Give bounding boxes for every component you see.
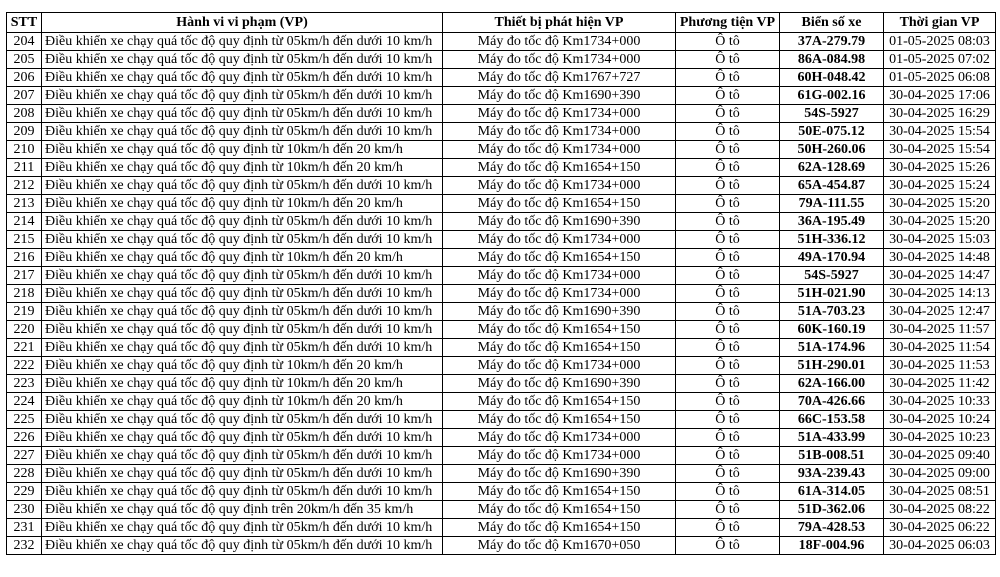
cell-device: Máy đo tốc độ Km1734+000: [443, 51, 676, 69]
cell-vehicle: Ô tô: [676, 249, 780, 267]
header-vehicle: Phương tiện VP: [676, 13, 780, 33]
cell-vehicle: Ô tô: [676, 267, 780, 285]
table-row: [7, 213, 996, 231]
cell-plate: 86A-084.98: [780, 51, 884, 69]
table-row: [7, 141, 996, 159]
cell-device: Máy đo tốc độ Km1734+000: [443, 105, 676, 123]
cell-time: 30-04-2025 06:03: [884, 537, 996, 555]
cell-stt: 216: [7, 249, 42, 267]
cell-stt: 212: [7, 177, 42, 195]
cell-plate: 54S-5927: [780, 267, 884, 285]
cell-time: 30-04-2025 11:53: [884, 357, 996, 375]
table-header-row: [7, 13, 996, 33]
cell-violation: Điều khiển xe chạy quá tốc độ quy định từ 05km/h đến dưới 10 km/h: [42, 213, 443, 231]
cell-vehicle: Ô tô: [676, 447, 780, 465]
cell-stt: 232: [7, 537, 42, 555]
cell-plate: 50E-075.12: [780, 123, 884, 141]
cell-plate: 51A-433.99: [780, 429, 884, 447]
cell-time: 30-04-2025 15:54: [884, 141, 996, 159]
cell-time: 30-04-2025 14:48: [884, 249, 996, 267]
cell-vehicle: Ô tô: [676, 123, 780, 141]
cell-plate: 62A-128.69: [780, 159, 884, 177]
cell-plate: 51H-290.01: [780, 357, 884, 375]
header-plate: Biển số xe: [780, 13, 884, 33]
table-row: [7, 33, 996, 51]
cell-time: 30-04-2025 15:54: [884, 123, 996, 141]
header-violation: Hành vi vi phạm (VP): [42, 13, 443, 33]
violation-table: [6, 12, 996, 555]
table-row: [7, 339, 996, 357]
cell-device: Máy đo tốc độ Km1734+000: [443, 177, 676, 195]
table-row: [7, 123, 996, 141]
cell-violation: Điều khiển xe chạy quá tốc độ quy định từ 10km/h đến 20 km/h: [42, 393, 443, 411]
cell-violation: Điều khiển xe chạy quá tốc độ quy định từ 05km/h đến dưới 10 km/h: [42, 447, 443, 465]
cell-violation: Điều khiển xe chạy quá tốc độ quy định từ 05km/h đến dưới 10 km/h: [42, 105, 443, 123]
cell-time: 30-04-2025 14:47: [884, 267, 996, 285]
cell-device: Máy đo tốc độ Km1654+150: [443, 411, 676, 429]
table-row: [7, 501, 996, 519]
table-row: [7, 87, 996, 105]
table-row: [7, 357, 996, 375]
cell-device: Máy đo tốc độ Km1690+390: [443, 303, 676, 321]
cell-plate: 51A-174.96: [780, 339, 884, 357]
cell-vehicle: Ô tô: [676, 195, 780, 213]
cell-stt: 228: [7, 465, 42, 483]
cell-plate: 51A-703.23: [780, 303, 884, 321]
cell-stt: 223: [7, 375, 42, 393]
cell-vehicle: Ô tô: [676, 213, 780, 231]
cell-time: 30-04-2025 15:24: [884, 177, 996, 195]
cell-plate: 93A-239.43: [780, 465, 884, 483]
table-row: [7, 393, 996, 411]
cell-time: 30-04-2025 11:54: [884, 339, 996, 357]
table-row: [7, 483, 996, 501]
cell-violation: Điều khiển xe chạy quá tốc độ quy định từ 05km/h đến dưới 10 km/h: [42, 87, 443, 105]
table-row: [7, 447, 996, 465]
cell-vehicle: Ô tô: [676, 519, 780, 537]
header-device: Thiết bị phát hiện VP: [443, 13, 676, 33]
cell-violation: Điều khiển xe chạy quá tốc độ quy định từ 05km/h đến dưới 10 km/h: [42, 177, 443, 195]
cell-stt: 213: [7, 195, 42, 213]
cell-device: Máy đo tốc độ Km1690+390: [443, 465, 676, 483]
cell-time: 30-04-2025 09:40: [884, 447, 996, 465]
cell-vehicle: Ô tô: [676, 465, 780, 483]
cell-stt: 219: [7, 303, 42, 321]
cell-vehicle: Ô tô: [676, 285, 780, 303]
cell-stt: 207: [7, 87, 42, 105]
cell-device: Máy đo tốc độ Km1654+150: [443, 519, 676, 537]
table-row: [7, 465, 996, 483]
cell-time: 30-04-2025 16:29: [884, 105, 996, 123]
cell-device: Máy đo tốc độ Km1654+150: [443, 249, 676, 267]
cell-stt: 208: [7, 105, 42, 123]
cell-plate: 79A-428.53: [780, 519, 884, 537]
cell-violation: Điều khiển xe chạy quá tốc độ quy định từ 05km/h đến dưới 10 km/h: [42, 303, 443, 321]
cell-device: Máy đo tốc độ Km1654+150: [443, 195, 676, 213]
cell-device: Máy đo tốc độ Km1767+727: [443, 69, 676, 87]
table-row: [7, 249, 996, 267]
cell-device: Máy đo tốc độ Km1734+000: [443, 429, 676, 447]
cell-time: 30-04-2025 14:13: [884, 285, 996, 303]
table-body: [7, 33, 996, 555]
table-row: [7, 105, 996, 123]
cell-vehicle: Ô tô: [676, 231, 780, 249]
cell-plate: 61A-314.05: [780, 483, 884, 501]
cell-plate: 51H-336.12: [780, 231, 884, 249]
cell-stt: 211: [7, 159, 42, 177]
cell-vehicle: Ô tô: [676, 483, 780, 501]
cell-plate: 51H-021.90: [780, 285, 884, 303]
cell-device: Máy đo tốc độ Km1734+000: [443, 123, 676, 141]
cell-time: 30-04-2025 08:22: [884, 501, 996, 519]
table-row: [7, 537, 996, 555]
cell-device: Máy đo tốc độ Km1734+000: [443, 285, 676, 303]
cell-vehicle: Ô tô: [676, 429, 780, 447]
cell-time: 30-04-2025 15:20: [884, 213, 996, 231]
cell-device: Máy đo tốc độ Km1654+150: [443, 339, 676, 357]
table-row: [7, 159, 996, 177]
cell-vehicle: Ô tô: [676, 87, 780, 105]
cell-stt: 227: [7, 447, 42, 465]
cell-stt: 205: [7, 51, 42, 69]
cell-plate: 66C-153.58: [780, 411, 884, 429]
cell-vehicle: Ô tô: [676, 303, 780, 321]
cell-vehicle: Ô tô: [676, 357, 780, 375]
table-row: [7, 285, 996, 303]
cell-violation: Điều khiển xe chạy quá tốc độ quy định từ 05km/h đến dưới 10 km/h: [42, 267, 443, 285]
table-row: [7, 519, 996, 537]
cell-stt: 220: [7, 321, 42, 339]
cell-stt: 210: [7, 141, 42, 159]
cell-device: Máy đo tốc độ Km1734+000: [443, 141, 676, 159]
cell-violation: Điều khiển xe chạy quá tốc độ quy định trên 20km/h đến 35 km/h: [42, 501, 443, 519]
cell-device: Máy đo tốc độ Km1690+390: [443, 87, 676, 105]
cell-plate: 18F-004.96: [780, 537, 884, 555]
table-row: [7, 375, 996, 393]
cell-violation: Điều khiển xe chạy quá tốc độ quy định từ 05km/h đến dưới 10 km/h: [42, 285, 443, 303]
cell-violation: Điều khiển xe chạy quá tốc độ quy định từ 10km/h đến 20 km/h: [42, 159, 443, 177]
cell-stt: 231: [7, 519, 42, 537]
cell-time: 30-04-2025 17:06: [884, 87, 996, 105]
table-row: [7, 51, 996, 69]
cell-vehicle: Ô tô: [676, 141, 780, 159]
cell-device: Máy đo tốc độ Km1654+150: [443, 483, 676, 501]
cell-violation: Điều khiển xe chạy quá tốc độ quy định từ 05km/h đến dưới 10 km/h: [42, 231, 443, 249]
table-row: [7, 69, 996, 87]
table-row: [7, 411, 996, 429]
cell-violation: Điều khiển xe chạy quá tốc độ quy định từ 10km/h đến 20 km/h: [42, 249, 443, 267]
table-row: [7, 267, 996, 285]
cell-vehicle: Ô tô: [676, 69, 780, 87]
cell-time: 01-05-2025 07:02: [884, 51, 996, 69]
cell-plate: 36A-195.49: [780, 213, 884, 231]
cell-vehicle: Ô tô: [676, 411, 780, 429]
cell-plate: 60K-160.19: [780, 321, 884, 339]
cell-time: 30-04-2025 12:47: [884, 303, 996, 321]
cell-device: Máy đo tốc độ Km1654+150: [443, 393, 676, 411]
header-stt: STT: [7, 13, 42, 33]
cell-device: Máy đo tốc độ Km1654+150: [443, 159, 676, 177]
cell-time: 30-04-2025 10:33: [884, 393, 996, 411]
cell-stt: 230: [7, 501, 42, 519]
table-row: [7, 177, 996, 195]
cell-time: 30-04-2025 10:24: [884, 411, 996, 429]
cell-plate: 54S-5927: [780, 105, 884, 123]
cell-stt: 217: [7, 267, 42, 285]
cell-device: Máy đo tốc độ Km1654+150: [443, 501, 676, 519]
cell-vehicle: Ô tô: [676, 105, 780, 123]
cell-device: Máy đo tốc độ Km1690+390: [443, 375, 676, 393]
cell-violation: Điều khiển xe chạy quá tốc độ quy định từ 05km/h đến dưới 10 km/h: [42, 339, 443, 357]
cell-device: Máy đo tốc độ Km1734+000: [443, 447, 676, 465]
table-row: [7, 429, 996, 447]
cell-time: 01-05-2025 06:08: [884, 69, 996, 87]
cell-device: Máy đo tốc độ Km1670+050: [443, 537, 676, 555]
cell-violation: Điều khiển xe chạy quá tốc độ quy định từ 05km/h đến dưới 10 km/h: [42, 33, 443, 51]
cell-vehicle: Ô tô: [676, 177, 780, 195]
cell-vehicle: Ô tô: [676, 321, 780, 339]
cell-violation: Điều khiển xe chạy quá tốc độ quy định từ 05km/h đến dưới 10 km/h: [42, 69, 443, 87]
cell-vehicle: Ô tô: [676, 537, 780, 555]
cell-plate: 61G-002.16: [780, 87, 884, 105]
cell-stt: 215: [7, 231, 42, 249]
cell-plate: 65A-454.87: [780, 177, 884, 195]
header-time: Thời gian VP: [884, 13, 996, 33]
cell-time: 01-05-2025 08:03: [884, 33, 996, 51]
cell-plate: 79A-111.55: [780, 195, 884, 213]
cell-time: 30-04-2025 15:03: [884, 231, 996, 249]
cell-plate: 51B-008.51: [780, 447, 884, 465]
cell-plate: 37A-279.79: [780, 33, 884, 51]
table-row: [7, 321, 996, 339]
cell-violation: Điều khiển xe chạy quá tốc độ quy định từ 05km/h đến dưới 10 km/h: [42, 411, 443, 429]
cell-device: Máy đo tốc độ Km1734+000: [443, 267, 676, 285]
cell-stt: 222: [7, 357, 42, 375]
cell-stt: 225: [7, 411, 42, 429]
table-row: [7, 303, 996, 321]
cell-plate: 70A-426.66: [780, 393, 884, 411]
cell-violation: Điều khiển xe chạy quá tốc độ quy định từ 05km/h đến dưới 10 km/h: [42, 321, 443, 339]
cell-violation: Điều khiển xe chạy quá tốc độ quy định từ 05km/h đến dưới 10 km/h: [42, 519, 443, 537]
cell-device: Máy đo tốc độ Km1654+150: [443, 321, 676, 339]
cell-vehicle: Ô tô: [676, 393, 780, 411]
cell-violation: Điều khiển xe chạy quá tốc độ quy định từ 10km/h đến 20 km/h: [42, 357, 443, 375]
cell-time: 30-04-2025 11:57: [884, 321, 996, 339]
cell-device: Máy đo tốc độ Km1734+000: [443, 357, 676, 375]
cell-time: 30-04-2025 10:23: [884, 429, 996, 447]
table-row: [7, 231, 996, 249]
cell-plate: 62A-166.00: [780, 375, 884, 393]
cell-vehicle: Ô tô: [676, 375, 780, 393]
cell-stt: 209: [7, 123, 42, 141]
cell-violation: Điều khiển xe chạy quá tốc độ quy định từ 05km/h đến dưới 10 km/h: [42, 123, 443, 141]
cell-violation: Điều khiển xe chạy quá tốc độ quy định từ 05km/h đến dưới 10 km/h: [42, 429, 443, 447]
cell-time: 30-04-2025 06:22: [884, 519, 996, 537]
cell-vehicle: Ô tô: [676, 501, 780, 519]
cell-time: 30-04-2025 15:26: [884, 159, 996, 177]
cell-vehicle: Ô tô: [676, 51, 780, 69]
cell-stt: 214: [7, 213, 42, 231]
cell-time: 30-04-2025 11:42: [884, 375, 996, 393]
cell-plate: 50H-260.06: [780, 141, 884, 159]
cell-stt: 206: [7, 69, 42, 87]
cell-stt: 221: [7, 339, 42, 357]
cell-stt: 229: [7, 483, 42, 501]
cell-stt: 226: [7, 429, 42, 447]
cell-violation: Điều khiển xe chạy quá tốc độ quy định từ 10km/h đến 20 km/h: [42, 141, 443, 159]
cell-time: 30-04-2025 15:20: [884, 195, 996, 213]
cell-stt: 224: [7, 393, 42, 411]
cell-violation: Điều khiển xe chạy quá tốc độ quy định từ 05km/h đến dưới 10 km/h: [42, 51, 443, 69]
cell-device: Máy đo tốc độ Km1734+000: [443, 231, 676, 249]
cell-plate: 51D-362.06: [780, 501, 884, 519]
cell-violation: Điều khiển xe chạy quá tốc độ quy định từ 10km/h đến 20 km/h: [42, 375, 443, 393]
cell-vehicle: Ô tô: [676, 33, 780, 51]
cell-vehicle: Ô tô: [676, 339, 780, 357]
cell-violation: Điều khiển xe chạy quá tốc độ quy định từ 05km/h đến dưới 10 km/h: [42, 537, 443, 555]
cell-plate: 60H-048.42: [780, 69, 884, 87]
cell-plate: 49A-170.94: [780, 249, 884, 267]
cell-violation: Điều khiển xe chạy quá tốc độ quy định từ 05km/h đến dưới 10 km/h: [42, 465, 443, 483]
cell-violation: Điều khiển xe chạy quá tốc độ quy định từ 05km/h đến dưới 10 km/h: [42, 483, 443, 501]
cell-violation: Điều khiển xe chạy quá tốc độ quy định từ 10km/h đến 20 km/h: [42, 195, 443, 213]
cell-stt: 218: [7, 285, 42, 303]
cell-vehicle: Ô tô: [676, 159, 780, 177]
cell-time: 30-04-2025 09:00: [884, 465, 996, 483]
cell-device: Máy đo tốc độ Km1734+000: [443, 33, 676, 51]
cell-time: 30-04-2025 08:51: [884, 483, 996, 501]
violation-table-sheet: [6, 12, 995, 555]
table-row: [7, 195, 996, 213]
cell-device: Máy đo tốc độ Km1690+390: [443, 213, 676, 231]
cell-stt: 204: [7, 33, 42, 51]
